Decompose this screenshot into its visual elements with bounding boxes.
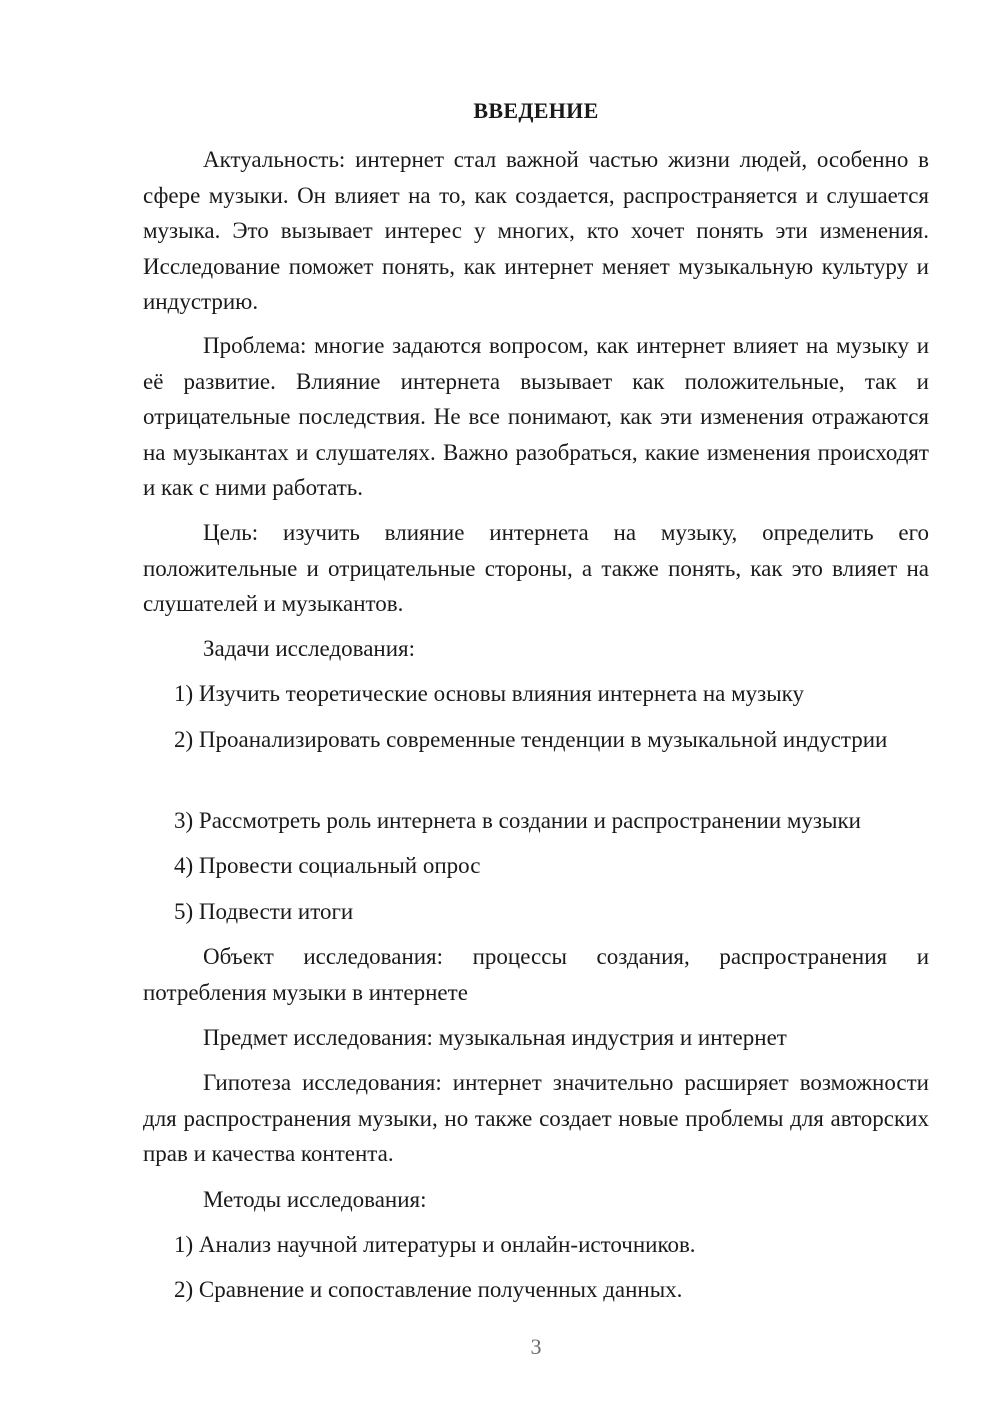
- object-paragraph: Объект исследования: процессы создания, распространения и потребления музыки в интернете: [143, 944, 929, 1005]
- tasks-heading: Задачи исследования:: [203, 636, 416, 661]
- task-item-1: 1) Изучить теоретические основы влияния интернета на музыку: [174, 681, 805, 706]
- task-item-2: 2) Проанализировать современные тенденции в музыкальной индустрии: [174, 727, 888, 752]
- task-item-3: 3) Рассмотреть роль интернета в создании и распространении музыки: [174, 808, 861, 833]
- page-number: 3: [530, 1334, 542, 1359]
- relevance-paragraph: Актуальность: интернет стал важной частью жизни людей, особенно в сфере музыки. Он влияет на то, как создается, распространяется и слушается музыка. Это вызывает интерес у многих, кто хочет понять эти изменения. Исследование поможет понять, как интернет меняет музыкальную культуру и индустрию.: [143, 147, 929, 314]
- task-item-4: 4) Провести социальный опрос: [174, 853, 481, 878]
- task-item-5: 5) Подвести итоги: [174, 899, 354, 924]
- hypothesis-paragraph: Гипотеза исследования: интернет значительно расширяет возможности для распространения музыки, но также создает новые проблемы для авторских прав и качества контента.: [143, 1070, 929, 1166]
- page-title: ВВЕДЕНИЕ: [473, 98, 599, 123]
- subject-paragraph: Предмет исследования: музыкальная индустрия и интернет: [203, 1025, 787, 1050]
- goal-paragraph: Цель: изучить влияние интернета на музыку, определить его положительные и отрицательные стороны, а также понять, как это влияет на слушателей и музыкантов.: [143, 520, 929, 616]
- method-item-1: 1) Анализ научной литературы и онлайн-источников.: [174, 1232, 696, 1257]
- methods-heading: Методы исследования:: [203, 1187, 427, 1212]
- problem-paragraph: Проблема: многие задаются вопросом, как интернет влияет на музыку и её развитие. Влияние интернета вызывает как положительные, так и отрицательные последствия. Не все понимают, как эти изменения отражаются на музыкантах и слушателях. Важно разобраться, какие изменения происходят и как с ними работать.: [143, 333, 929, 500]
- method-item-2: 2) Сравнение и сопоставление полученных данных.: [174, 1277, 683, 1302]
